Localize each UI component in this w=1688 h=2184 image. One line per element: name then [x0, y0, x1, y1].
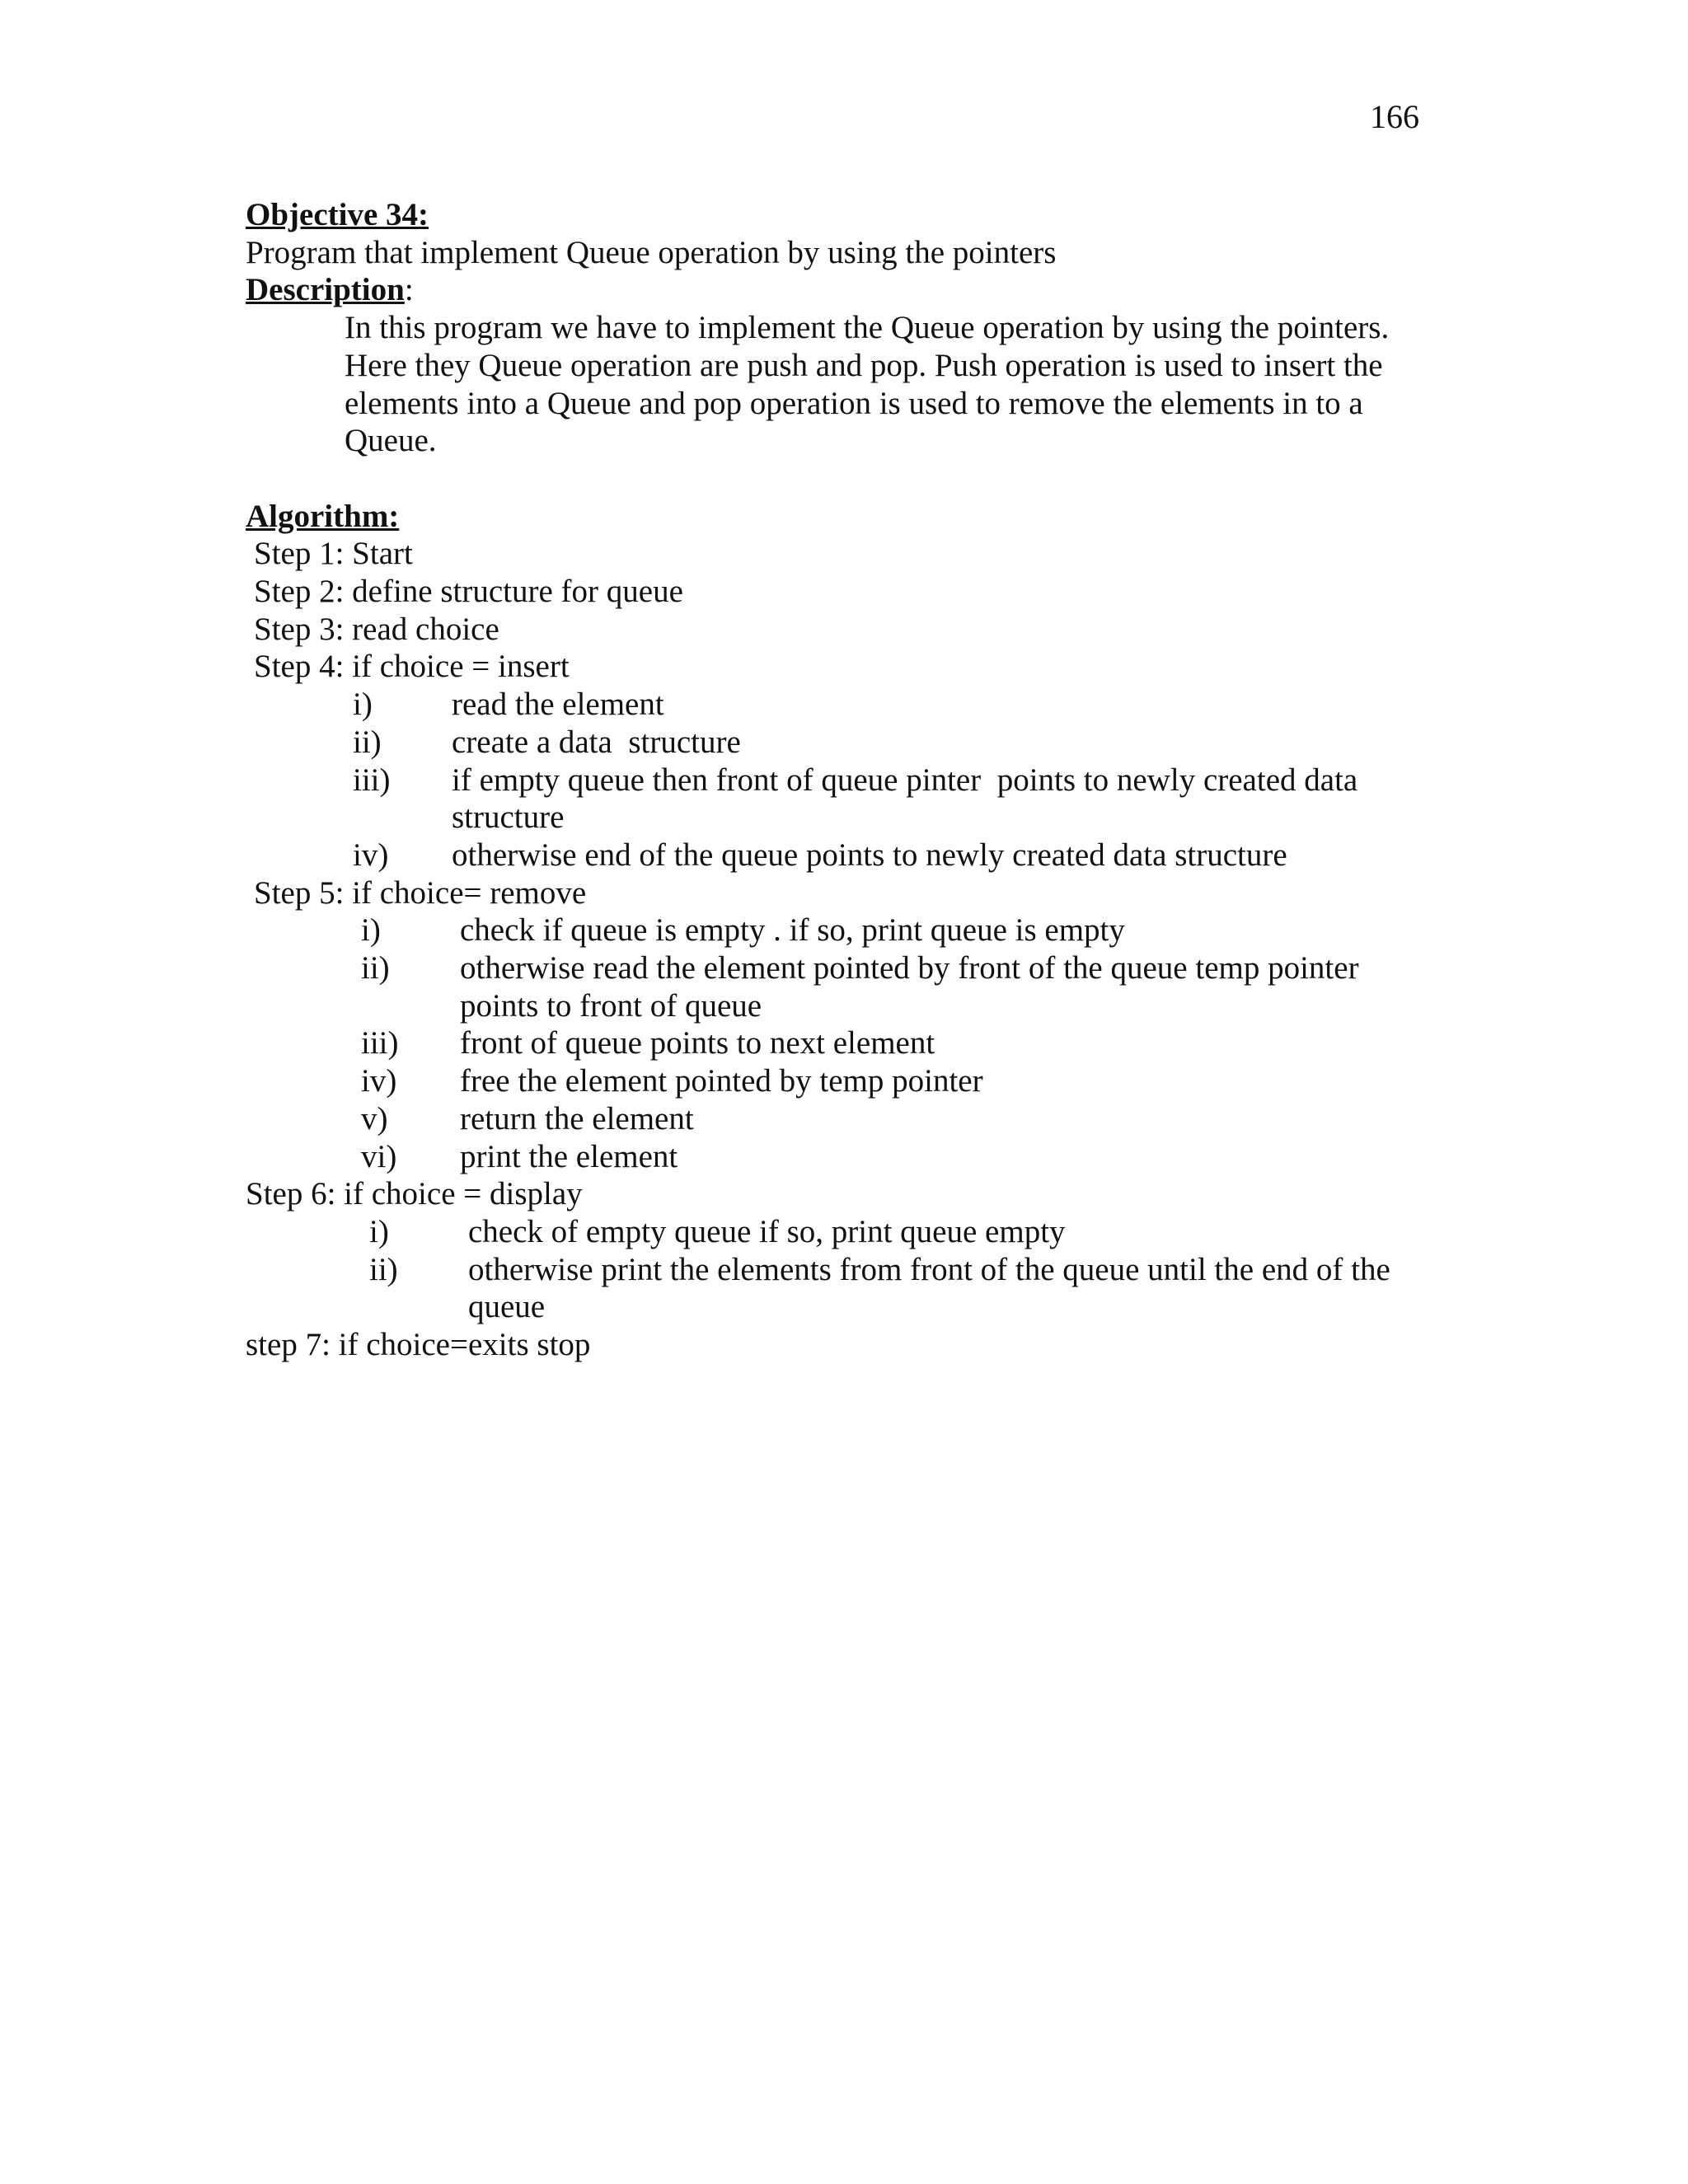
- substep: [246, 762, 1457, 837]
- substep-number: iii): [361, 1025, 399, 1062]
- algorithm-step: Step 2: define structure for queue: [254, 574, 683, 610]
- algorithm-step: Step 3: read choice: [254, 611, 499, 647]
- substep: [246, 949, 1457, 1024]
- description-line: In this program we have to implement the Queue operation by using the pointers.: [345, 310, 1390, 346]
- substep: [246, 686, 1457, 724]
- description-heading-suffix: :: [404, 272, 414, 308]
- substep: [246, 912, 1457, 949]
- description-heading: Description: [246, 272, 405, 308]
- substep-number: iii): [353, 762, 391, 798]
- algorithm-heading: Algorithm:: [246, 498, 400, 534]
- substep: [246, 1213, 1457, 1251]
- substep: [246, 1024, 1457, 1062]
- document-body: [246, 196, 1457, 1364]
- substep-number: ii): [353, 724, 382, 760]
- description-heading-line: [246, 271, 1457, 309]
- step6-substeps: [246, 1213, 1457, 1326]
- substep-text: otherwise read the element pointed by front of the queue temp pointer: [460, 950, 1359, 987]
- substep-number: vi): [361, 1138, 397, 1174]
- substep-text: front of queue points to next element: [460, 1025, 935, 1062]
- description-line: Here they Queue operation are push and pop. Push operation is used to insert the: [345, 347, 1383, 383]
- substep-text: read the element: [452, 687, 664, 723]
- algorithm-step: step 7: if choice=exits stop: [246, 1327, 591, 1363]
- substep-text: if empty queue then front of queue pinter points to newly created data: [452, 762, 1358, 798]
- algorithm-step: Step 6: if choice = display: [246, 1176, 583, 1212]
- substep-number: iv): [361, 1063, 397, 1099]
- substep-number: v): [361, 1100, 388, 1137]
- step5-substeps: [246, 912, 1457, 1175]
- substep-text: free the element pointed by temp pointer: [460, 1063, 983, 1099]
- substep-text: create a data structure: [452, 724, 741, 760]
- algorithm-step: Step 1: Start: [254, 536, 413, 572]
- page-number: 166: [1370, 98, 1419, 135]
- substep-text: check of empty queue if so, print queue empty: [468, 1213, 1066, 1249]
- substep: [246, 1251, 1457, 1326]
- substep: [246, 1100, 1457, 1138]
- substep-number: i): [369, 1213, 389, 1249]
- substep: [246, 837, 1457, 874]
- algorithm-step: Step 4: if choice = insert: [254, 649, 570, 685]
- objective-heading: Objective 34:: [246, 197, 429, 232]
- substep-number: ii): [361, 950, 390, 987]
- substep-text: structure: [452, 799, 565, 836]
- substep-number: ii): [369, 1251, 398, 1287]
- substep-number: iv): [353, 837, 389, 873]
- substep: [246, 1062, 1457, 1100]
- spacer: [246, 460, 1457, 498]
- substep-text: otherwise print the elements from front of the queue until the end of the: [468, 1251, 1390, 1287]
- substep: [246, 1138, 1457, 1176]
- objective-subtitle: Program that implement Queue operation by using the pointers: [246, 234, 1057, 270]
- algorithm-step: Step 5: if choice= remove: [254, 874, 587, 911]
- substep: [246, 724, 1457, 762]
- substep-text: points to front of queue: [460, 987, 762, 1024]
- description-paragraph: [345, 309, 1457, 460]
- substep-text: print the element: [460, 1138, 678, 1174]
- substep-text: otherwise end of the queue points to newly created data structure: [452, 837, 1287, 873]
- substep-number: i): [353, 687, 373, 723]
- step4-substeps: [246, 686, 1457, 874]
- substep-text: check if queue is empty . if so, print queue is empty: [460, 912, 1125, 949]
- substep-number: i): [361, 912, 381, 949]
- description-line: elements into a Queue and pop operation is used to remove the elements in to a: [345, 385, 1363, 421]
- substep-text: return the element: [460, 1100, 694, 1137]
- description-line: Queue.: [345, 423, 437, 459]
- substep-text: queue: [468, 1289, 546, 1325]
